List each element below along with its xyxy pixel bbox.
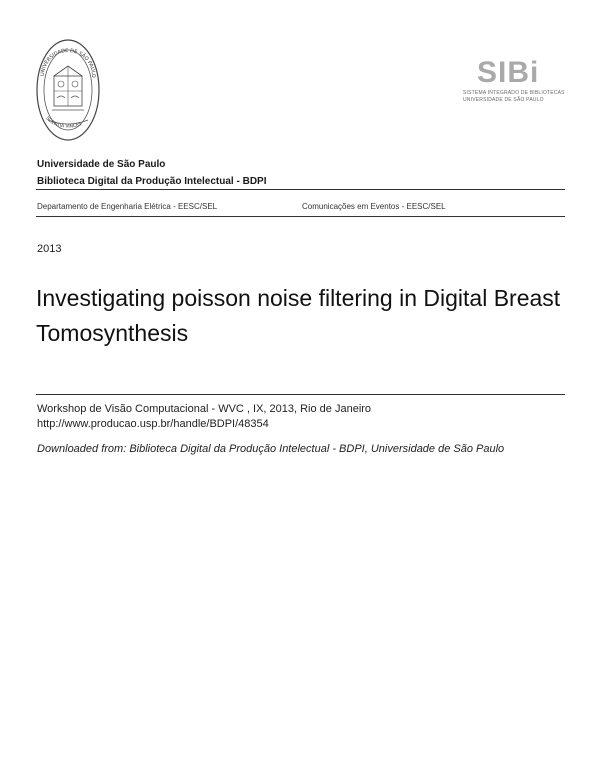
divider-meta [36,216,565,217]
sibi-subtitle [463,90,573,104]
department-label: Departamento de Engenharia Elétrica - EESC/SEL [37,202,218,211]
svg-text:SCIENTIA VINCES [44,115,82,129]
sibi-logo [463,56,573,108]
sibi-wordmark: SIBi [477,56,540,89]
library-name: Biblioteca Digital da Produção Intelectual - BDPI [37,176,267,187]
university-seal-logo [34,36,102,144]
sibi-subtitle-line-1: SISTEMA INTEGRADO DE BIBLIOTECAS [463,90,565,96]
publication-year: 2013 [37,243,62,255]
download-source: Downloaded from: Biblioteca Digital da Produção Intelectual - BDPI, Universidade de São Paulo [37,443,505,455]
institution-block [37,156,266,190]
seal-motto: SCIENTIA VINCES [44,116,83,130]
sibi-subtitle-line-2: UNIVERSIDADE DE SÃO PAULO [463,97,544,103]
collection-label: Comunicações em Eventos - EESC/SEL [302,202,446,211]
handle-link[interactable]: http://www.producao.usp.br/handle/BDPI/48354 [37,418,269,430]
divider-title [36,394,565,395]
divider-top [36,189,565,190]
citation-text: Workshop de Visão Computacional - WVC , IX, 2013, Rio de Janeiro [37,403,372,415]
university-name: Universidade de São Paulo [37,159,166,170]
citation-block [37,402,371,432]
seal-text: UNIVERSIDADE DE SÃO PAULO [39,47,97,78]
document-title: Investigating poisson noise filtering in Digital Breast Tomosynthesis [36,285,561,346]
